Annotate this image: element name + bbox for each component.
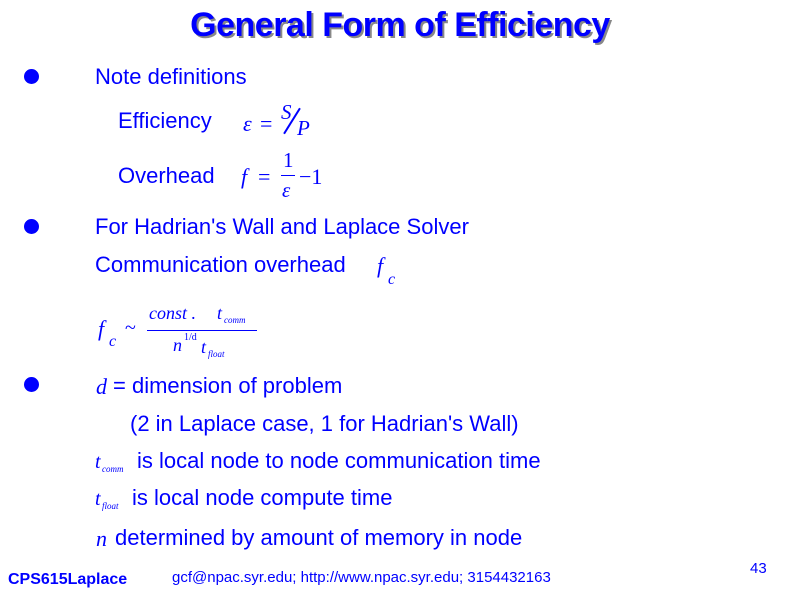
approx-sign: ~ (125, 317, 136, 339)
tcomm-subscript: comm (102, 464, 124, 474)
bullet-icon (24, 69, 39, 84)
denominator-t-subscript: float (208, 349, 225, 359)
numerator-t: t (217, 303, 223, 323)
fc-symbol: f (377, 253, 384, 278)
overhead-scaling-formula (95, 300, 275, 360)
overhead-symbol: f (241, 164, 248, 189)
fc-subscript: c (388, 271, 396, 288)
equals-sign: = (260, 111, 273, 136)
bullet-icon (24, 219, 39, 234)
n-symbol: n (96, 526, 107, 551)
bullet-icon (24, 377, 39, 392)
overhead-numerator: 1 (283, 148, 294, 172)
fc-symbol: f (98, 316, 105, 341)
denominator-t: t (201, 337, 207, 357)
overhead-label: Overhead (118, 163, 215, 188)
overhead-formula (241, 148, 341, 208)
efficiency-symbol: ε (243, 111, 252, 136)
bullet-note-definitions: Note definitions (95, 64, 247, 89)
fraction-bar (281, 175, 295, 176)
tfloat-subscript: float (102, 501, 119, 511)
course-label: CPS615Laplace (8, 571, 128, 588)
communication-overhead-label: Communication overhead (95, 252, 346, 277)
efficiency-label: Efficiency (118, 108, 212, 133)
efficiency-formula (243, 100, 323, 140)
efficiency-numerator: S (281, 100, 292, 124)
equals-sign: = (258, 164, 271, 189)
tcomm-definition: is local node to node communication time (137, 448, 541, 473)
denominator-exponent: 1/d (184, 332, 197, 343)
contact-info: gcf@npac.syr.edu; http://www.npac.syr.edu; 3154432163 (172, 569, 551, 586)
page-number: 43 (750, 560, 767, 577)
fraction-bar (147, 330, 257, 331)
overhead-denominator: ε (282, 178, 291, 202)
d-note: (2 in Laplace case, 1 for Hadrian's Wall) (130, 411, 519, 436)
minus-one: −1 (299, 164, 323, 189)
tfloat-definition: is local node compute time (132, 485, 393, 510)
numerator-const: const . (149, 303, 196, 323)
efficiency-denominator: P (297, 116, 310, 140)
fc-subscript: c (109, 333, 117, 350)
d-definition: = dimension of problem (113, 373, 343, 398)
numerator-t-subscript: comm (224, 315, 246, 325)
bullet-hadrian-laplace: For Hadrian's Wall and Laplace Solver (95, 214, 469, 239)
tcomm-symbol: t (95, 451, 101, 473)
slide-title: General Form of Efficiency (190, 6, 610, 44)
tfloat-symbol: t (95, 488, 101, 510)
n-definition: determined by amount of memory in node (115, 525, 523, 550)
d-symbol: d (96, 374, 107, 399)
denominator-n: n (173, 335, 182, 355)
